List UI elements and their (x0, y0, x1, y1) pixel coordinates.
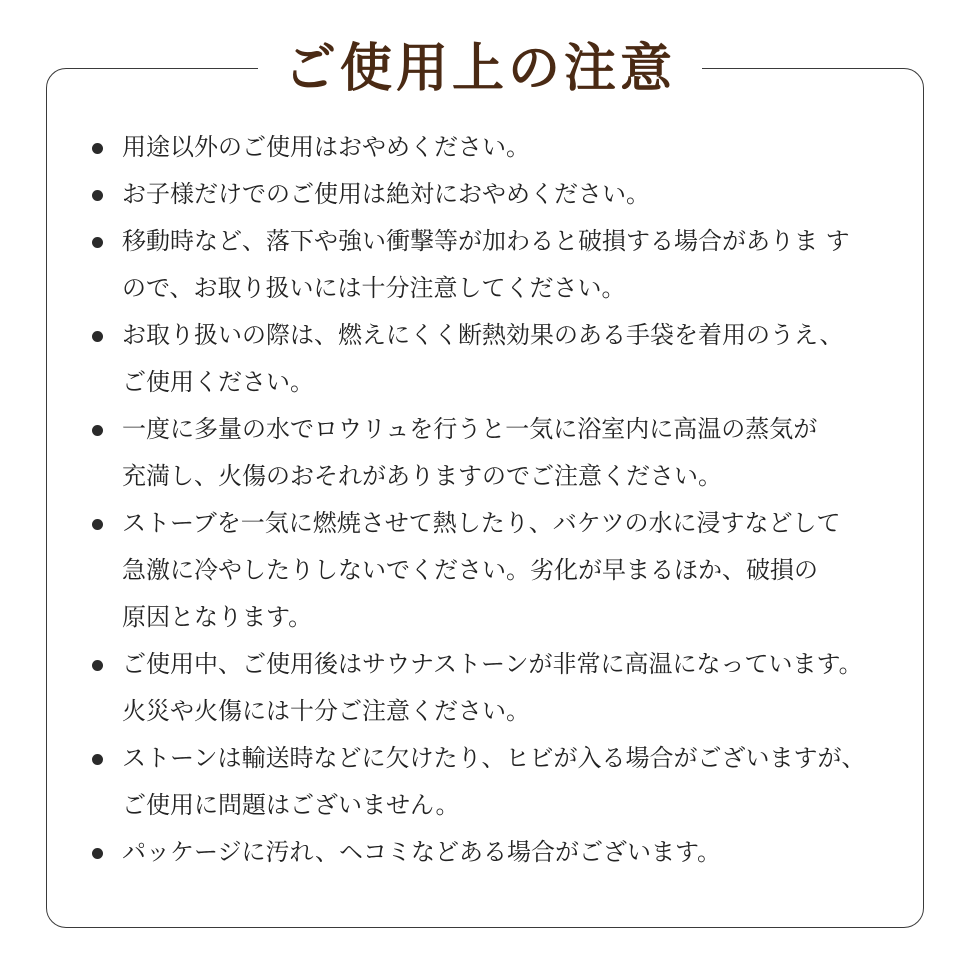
notice-list (90, 124, 900, 876)
page-title: ご使用上の注意 (258, 36, 702, 102)
list-item (90, 641, 900, 735)
list-item (90, 829, 900, 876)
bullet-icon (92, 143, 103, 154)
list-item (90, 312, 900, 406)
bullet-icon (92, 660, 103, 671)
bullet-icon (92, 519, 103, 530)
item-text: お子様だけでのご使用は絶対におやめください。 (122, 180, 650, 208)
item-text: 用途以外のご使用はおやめください。 (122, 133, 530, 161)
list-item (90, 124, 900, 171)
item-text: 移動時など、落下や強い衝撃等が加わると破損する場合がありま す (122, 227, 850, 255)
item-text: ご使用中、ご使用後はサウナストーンが非常に高温になっています。 (122, 650, 863, 678)
list-item (90, 735, 900, 829)
list-item (90, 218, 900, 312)
list-item (90, 171, 900, 218)
list-item (90, 500, 900, 641)
item-text: ご使用ください。 (122, 368, 314, 396)
item-text: ストーブを一気に燃焼させて熱したり、バケツの水に浸すなどして (122, 509, 841, 537)
item-text: 急激に冷やしたりしないでください。劣化が早まるほか、破損の (122, 556, 818, 584)
item-text: ストーンは輸送時などに欠けたり、ヒビが入る場合がございますが、 (122, 744, 866, 772)
item-text: パッケージに汚れ、ヘコミなどある場合がございます。 (122, 838, 722, 866)
item-text: ので、お取り扱いには十分注意してください。 (122, 274, 626, 302)
item-text: 火災や火傷には十分ご注意ください。 (122, 697, 530, 725)
item-text: ご使用に問題はございません。 (122, 791, 460, 819)
bullet-icon (92, 754, 103, 765)
list-item (90, 406, 900, 500)
title-area (0, 36, 960, 102)
item-text: 原因となります。 (122, 603, 313, 631)
item-text: 充満し、火傷のおそれがありますのでご注意ください。 (122, 462, 722, 490)
bullet-icon (92, 331, 103, 342)
item-text: お取り扱いの際は、燃えにくく断熱効果のある手袋を着用のうえ、 (122, 321, 844, 349)
item-text: 一度に多量の水でロウリュを行うと一気に浴室内に高温の蒸気が (122, 415, 818, 443)
bullet-icon (92, 848, 103, 859)
bullet-icon (92, 237, 103, 248)
bullet-icon (92, 190, 103, 201)
bullet-icon (92, 425, 103, 436)
